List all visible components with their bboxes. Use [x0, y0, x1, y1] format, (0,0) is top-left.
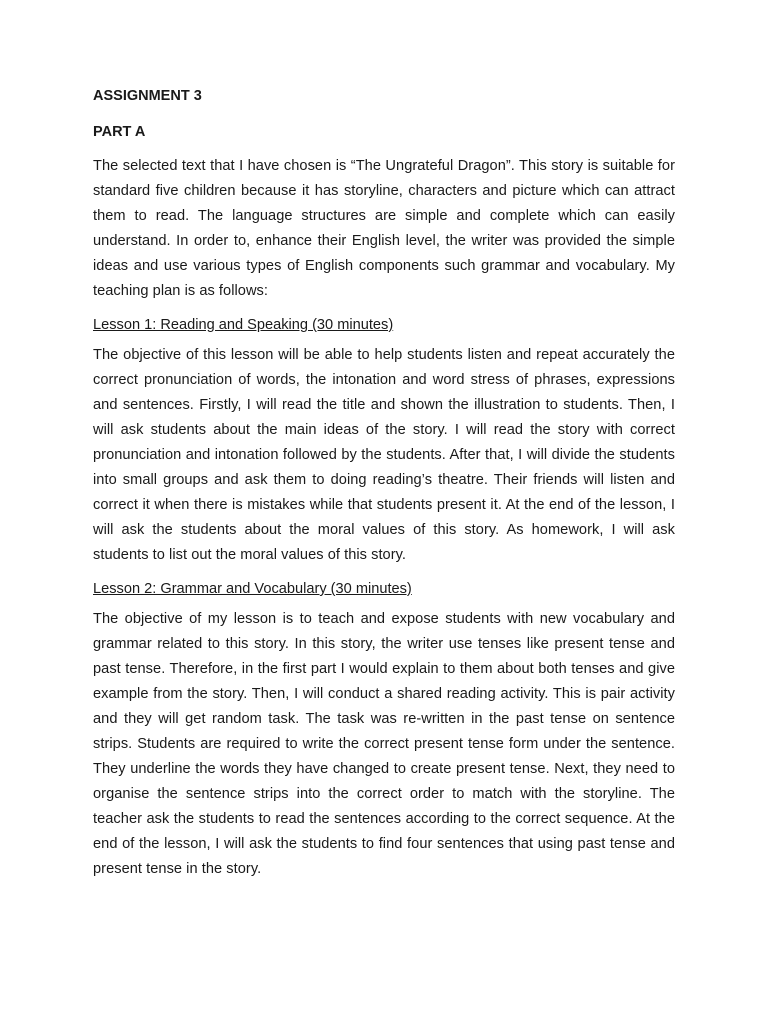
lesson2-paragraph: The objective of my lesson is to teach and expose students with new vocabulary and grammar related to this story. In this story, the writer use tenses like present tense and past tense. Therefore, in the first part I would explain to them about both tenses and give example from the story. Then, I will conduct a shared reading activity. This is pair activity and they will get random task. The task was re-written in the past tense on sentence strips. Students are required to write the correct present tense form under the sentence. They underline the words they have changed to create present tense. Next, they need to organise the sentence strips into the correct order to match with the storyline. The teacher ask the students to read the sentences according to the correct sequence. At the end of the lesson, I will ask the students to find four sentences that using past tense and present tense in the story.	[93, 611, 675, 877]
lesson1-title: Lesson 1: Reading and Speaking (30 minutes)	[93, 317, 394, 333]
part-heading: PART A	[93, 124, 146, 140]
intro-paragraph: The selected text that I have chosen is “The Ungrateful Dragon”. This story is suitable for standard five children because it has storyline, characters and picture which can attract them to read. The language structures are simple and complete which can easily understand. In order to, enhance their English level, the writer was provided the simple ideas and use various types of English components such grammar and vocabulary. My teaching plan is as follows:	[93, 158, 675, 299]
lesson2-title: Lesson 2: Grammar and Vocabulary (30 minutes)	[93, 581, 412, 597]
document-page	[93, 86, 675, 893]
lesson1-paragraph: The objective of this lesson will be able to help students listen and repeat accurately the correct pronunciation of words, the intonation and word stress of phrases, expressions and sentences. Firstly, I will read the title and shown the illustration to students. Then, I will ask students about the main ideas of the story. I will read the story with correct pronunciation and intonation followed by the students. After that, I will divide the students into small groups and ask them to doing reading’s theatre. Their friends will listen and correct it when there is mistakes while that students present it. At the end of the lesson, I will ask the students about the moral values of this story. As homework, I will ask students to list out the moral values of this story.	[93, 347, 675, 563]
assignment-heading: ASSIGNMENT 3	[93, 88, 202, 104]
